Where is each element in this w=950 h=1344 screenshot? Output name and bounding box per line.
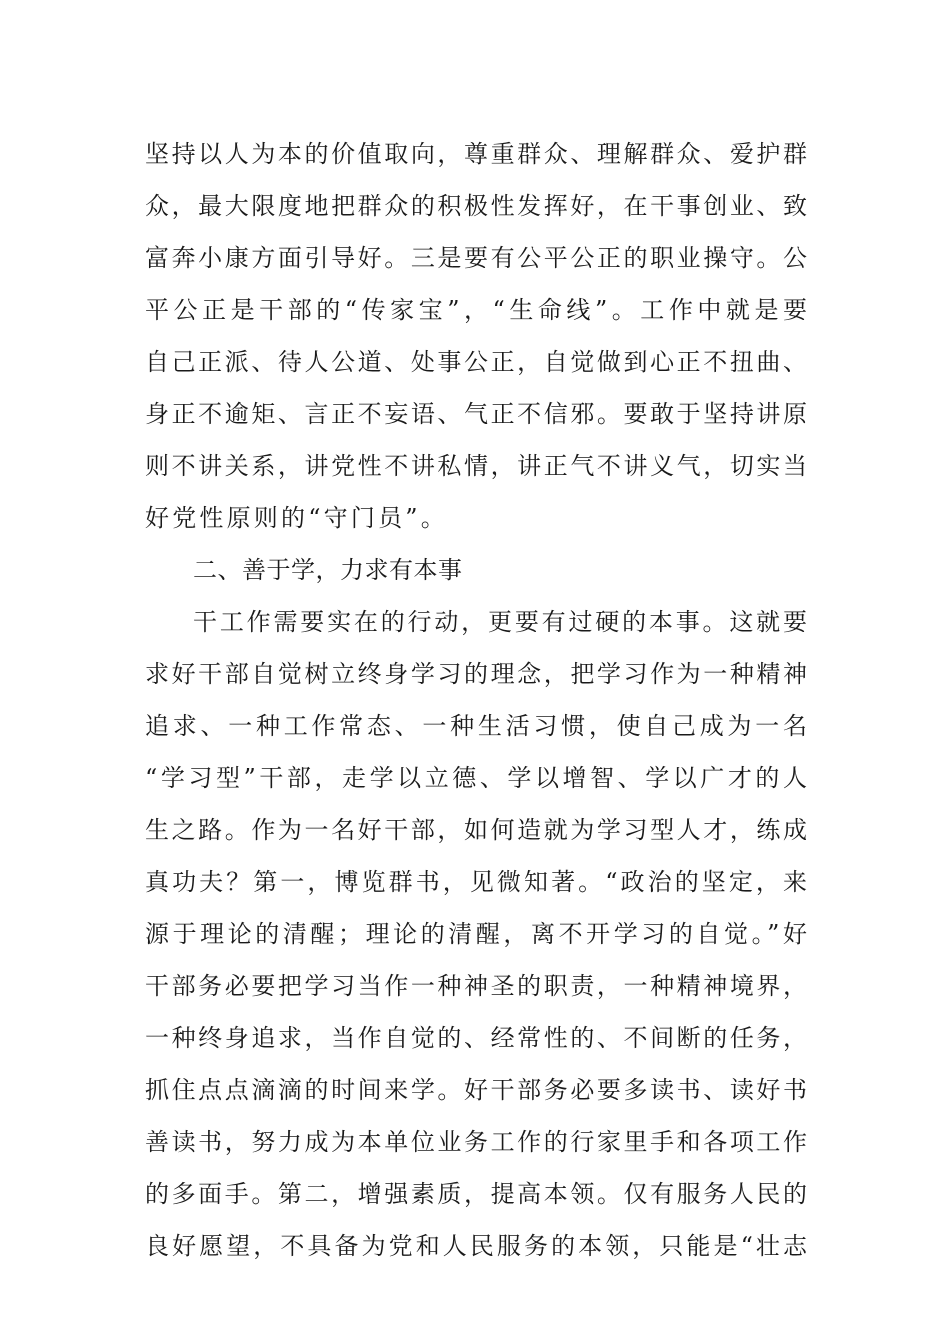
text-line: 善读书，努力成为本单位业务工作的行家里手和各项工作 xyxy=(145,1128,807,1156)
text-line: 身正不逾矩、言正不妄语、气正不信邪。要敢于坚持讲原 xyxy=(145,400,807,428)
text-line: 富奔小康方面引导好。三是要有公平公正的职业操守。公 xyxy=(145,244,807,272)
text-line: 生之路。作为一名好干部，如何造就为学习型人才，练成 xyxy=(145,816,807,844)
text-line: 真功夫？第一，博览群书，见微知著。“政治的坚定，来 xyxy=(145,868,807,896)
text-line: “学习型”干部，走学以立德、学以增智、学以广才的人 xyxy=(145,764,807,792)
paragraph-first-line: 干工作需要实在的行动，更要有过硬的本事。这就要 xyxy=(193,608,807,636)
text-line: 众，最大限度地把群众的积极性发挥好，在干事创业、致 xyxy=(145,192,807,220)
text-line: 源于理论的清醒；理论的清醒，离不开学习的自觉。”好 xyxy=(145,920,807,948)
text-line: 良好愿望，不具备为党和人民服务的本领，只能是“壮志 xyxy=(145,1232,807,1260)
section-heading: 二、善于学，力求有本事 xyxy=(193,556,463,584)
text-line: 求好干部自觉树立终身学习的理念，把学习作为一种精神 xyxy=(145,660,807,688)
text-line: 追求、一种工作常态、一种生活习惯，使自己成为一名 xyxy=(145,712,807,740)
text-line: 好党性原则的“守门员”。 xyxy=(145,504,448,532)
text-line: 一种终身追求，当作自觉的、经常性的、不间断的任务， xyxy=(145,1024,807,1052)
text-line: 平公正是干部的“传家宝”，“生命线”。工作中就是要 xyxy=(145,296,807,324)
text-line: 抓住点点滴滴的时间来学。好干部务必要多读书、读好书 xyxy=(145,1076,807,1104)
document-body xyxy=(145,128,807,1272)
text-line: 的多面手。第二，增强素质，提高本领。仅有服务人民的 xyxy=(145,1180,807,1208)
text-line: 自己正派、待人公道、处事公正，自觉做到心正不扭曲、 xyxy=(145,348,807,376)
text-line: 则不讲关系，讲党性不讲私情，讲正气不讲义气，切实当 xyxy=(145,452,807,480)
text-line: 干部务必要把学习当作一种神圣的职责，一种精神境界， xyxy=(145,972,807,1000)
text-line: 坚持以人为本的价值取向，尊重群众、理解群众、爱护群 xyxy=(145,140,807,168)
